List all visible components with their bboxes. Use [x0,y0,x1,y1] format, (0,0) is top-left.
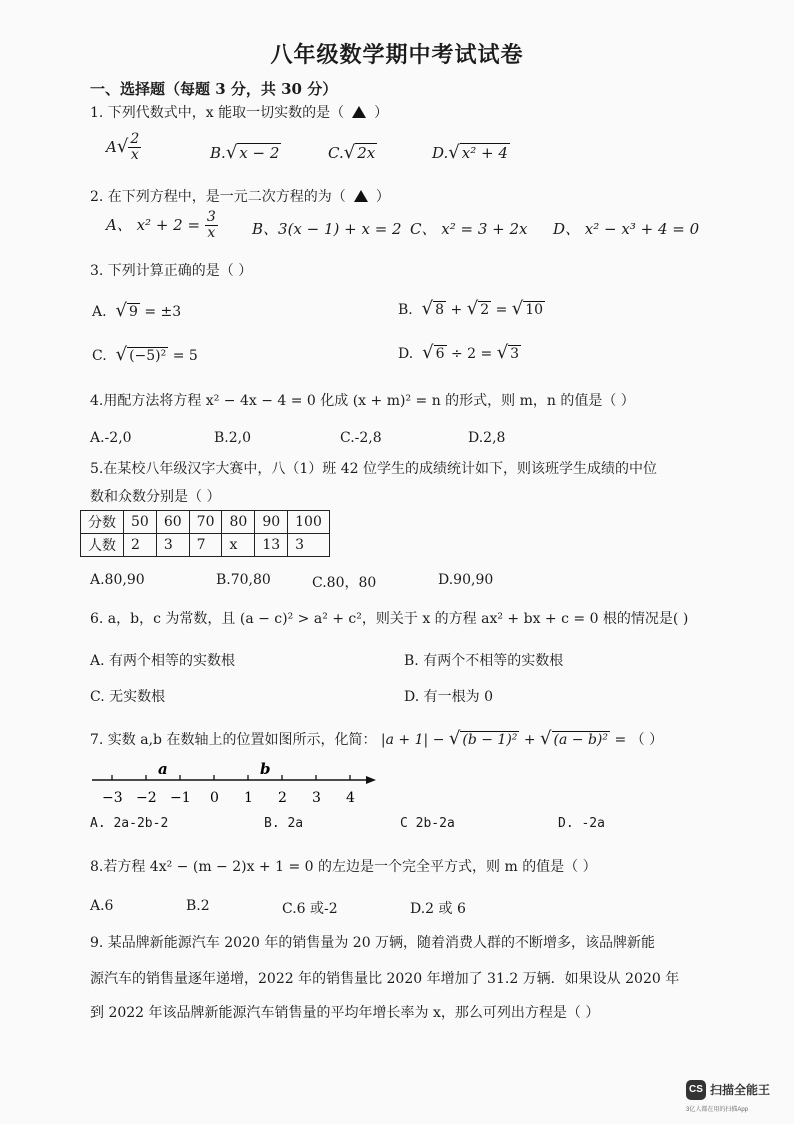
answer-blank-triangle-icon [352,106,366,118]
tick-label: 1 [244,790,253,806]
q2-stem: 2. 在下列方程中，是一元二次方程的为（ ） [90,189,390,205]
q4-option-d: D.2,8 [468,430,506,446]
tick-label: 3 [312,790,321,806]
q1-stem: 1. 下列代数式中，x 能取一切实数的是（ ） [90,105,389,121]
q5-option-d: D.90,90 [438,572,494,588]
table-cell: 7 [189,534,222,557]
q9-stem-line1: 9. 某品牌新能源汽车 2020 年的销售量为 20 万辆，随着消费人群的不断增多，该品牌新能 [90,935,656,951]
score-table [80,510,330,557]
q6-option-d: D. 有一根为 0 [404,689,493,705]
q2-option-a: A、 x² + 2 = $\frac{3}{x}$ [106,209,216,242]
tick-label: −3 [102,790,123,806]
number-line [92,762,392,812]
q7-option-c: C 2b-2a [400,816,455,831]
table-cell: 3 [156,534,189,557]
tick-label: −2 [136,790,157,806]
q4-option-b: B.2,0 [214,430,252,446]
q3-option-d: D. √ 6 ÷ 2 = √ 3 [398,342,520,363]
q6-option-a: A. 有两个相等的实数根 [90,653,236,669]
table-cell: x [222,534,255,557]
table-cell: 90 [255,511,288,534]
watermark-name: 扫描全能王 [710,1083,771,1097]
q5-option-b: B.70,80 [216,572,271,588]
q5-option-c: C.80，80 [312,575,377,591]
q6-option-c: C. 无实数根 [90,689,166,705]
watermark-tagline: 3亿人都在用的扫描App [686,1107,749,1113]
q1-option-d: D.√ x² + 4 [432,142,508,163]
q6-option-b: B. 有两个不相等的实数根 [404,653,564,669]
table-cell: 80 [222,511,255,534]
q4-option-c: C.-2,8 [340,430,382,446]
q8-option-a: A.6 [90,898,114,914]
q7-option-d: D. -2a [558,816,605,831]
tick-label: −1 [170,790,191,806]
q8-option-c: C.6 或-2 [282,901,338,917]
q3-option-a: A. √ 9 = ±3 [92,300,182,321]
table-cell: 60 [156,511,189,534]
table-row [81,534,330,557]
q9-stem-line2: 源汽车的销售量逐年递增，2022 年的销售量比 2020 年增加了 31.2 万辆．如果设从 2020 年 [90,971,680,987]
tick-label: 0 [210,790,219,806]
q5-stem-line1: 5.在某校八年级汉字大赛中，八（1）班 42 位学生的成绩统计如下，则该班学生成绩的中位 [90,461,657,477]
q7-option-a: A. 2a-2b-2 [90,816,169,831]
q4-stem: 4.用配方法将方程 x² − 4x − 4 = 0 化成 (x + m)² = n 的形式，则 m，n 的值是（ ） [90,393,635,409]
table-cell: 分数 [81,511,124,534]
q5-option-a: A.80,90 [90,572,145,588]
table-cell: 3 [288,534,330,557]
point-a-label: a [158,762,168,778]
q5-stem-line2: 数和众数分别是（ ） [90,489,221,505]
q7-stem: 7. 实数 a,b 在数轴上的位置如图所示，化简： |a + 1| − √ (b − 1)² + √ (a − b)² = （ ） [90,728,664,749]
table-cell: 人数 [81,534,124,557]
table-cell: 70 [189,511,222,534]
table-row [81,511,330,534]
q2-option-d: D、 x² − x³ + 4 = 0 [553,220,700,238]
q4-option-a: A.-2,0 [90,430,132,446]
q3-option-c: C. √ (−5)² = 5 [92,344,198,365]
q3-stem: 3. 下列计算正确的是（ ） [90,263,253,279]
q3-option-b: B. √ 8 + √ 2 = √ 10 [398,298,544,319]
q1-option-c: C.√ 2x [328,142,376,163]
table-cell: 100 [288,511,330,534]
tick-label: 2 [278,790,287,806]
q8-option-b: B.2 [186,898,210,914]
q2-option-c: C、 x² = 3 + 2x [410,220,528,238]
camscanner-logo-icon: CS [686,1080,706,1100]
q8-option-d: D.2 或 6 [410,901,466,917]
q1-option-b: B.√ x − 2 [210,142,280,163]
table-cell: 13 [255,534,288,557]
table-cell: 2 [124,534,157,557]
tick-label: 4 [346,790,355,806]
section-heading: 一、选择题（每题 3 分，共 30 分） [90,80,338,98]
q2-option-b: B、3(x − 1) + x = 2 [252,220,402,238]
q8-stem: 8.若方程 4x² − (m − 2)x + 1 = 0 的左边是一个完全平方式，则 m 的值是（ ） [90,859,597,875]
point-b-label: b [260,762,271,778]
q7-option-b: B. 2a [264,816,304,831]
answer-blank-triangle-icon [354,190,368,202]
q6-stem: 6. a，b，c 为常数，且 (a − c)² > a² + c²，则关于 x 的方程 ax² + bx + c = 0 根的情况是( ) [90,611,689,627]
page-title: 八年级数学期中考试试卷 [270,42,524,68]
q9-stem-line3: 到 2022 年该品牌新能源汽车销售量的平均年增长率为 x，那么可列出方程是（ ） [90,1005,600,1021]
q1-option-a: A√ $\frac{2}{x}$ [106,131,140,164]
table-cell: 50 [124,511,157,534]
axis-arrow-icon [366,776,376,784]
